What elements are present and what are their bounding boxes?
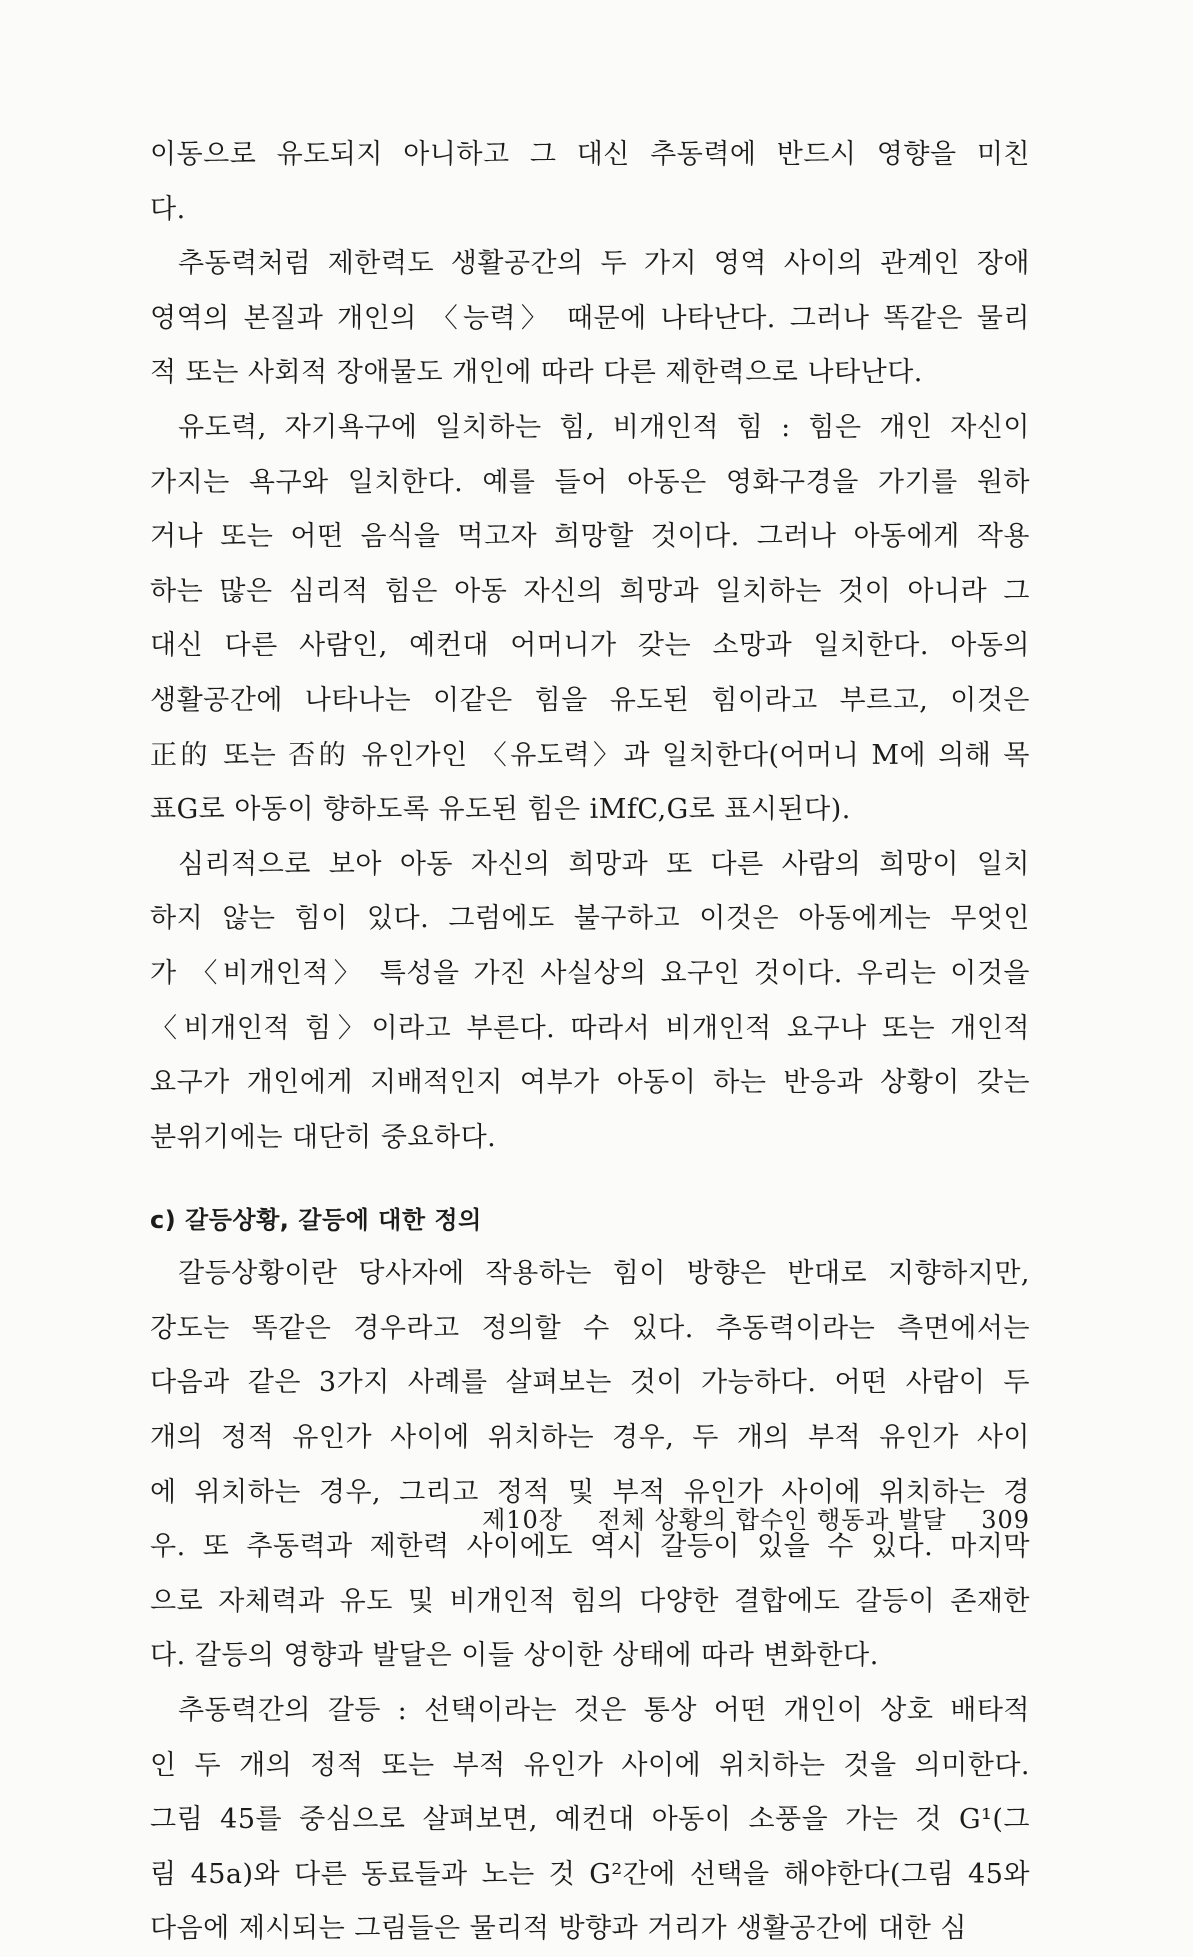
text-line: 가 〈비개인적〉 특성을 가진 사실상의 요구인 것이다. 우리는 이것을: [150, 957, 1030, 989]
text-line: 갈등상황이란 당사자에 작용하는 힘이 방향은 반대로 지향하지만,: [178, 1258, 1030, 1290]
text-line: 추동력간의 갈등 : 선택이라는 것은 통상 어떤 개인이 상호 배타적: [178, 1695, 1030, 1727]
text-line: 강도는 똑같은 경우라고 정의할 수 있다. 추동력이라는 측면에서는: [150, 1312, 1030, 1344]
text-line: 생활공간에 나타나는 이같은 힘을 유도된 힘이라고 부르고, 이것은: [150, 684, 1030, 716]
text-line: 다음에 제시되는 그림들은 물리적 방향과 거리가 생활공간에 대한 심: [150, 1913, 967, 1945]
text-line: 림 45a)와 다른 동료들과 노는 것 G²간에 선택을 해야한다(그림 45와: [150, 1858, 1030, 1890]
text-line: 〈비개인적 힘〉이라고 부른다. 따라서 비개인적 요구나 또는 개인적: [150, 1012, 1030, 1044]
text-line: 개의 정적 유인가 사이에 위치하는 경우, 두 개의 부적 유인가 사이: [150, 1422, 1030, 1454]
paragraph: [150, 1247, 1030, 1684]
text-line: 으로 자체력과 유도 및 비개인적 힘의 다양한 결합에도 갈등이 존재한: [150, 1585, 1030, 1617]
section-heading: c) 갈등상황, 갈등에 대한 정의: [150, 1206, 482, 1235]
text-line: 우. 또 추동력과 제한력 사이에도 역시 갈등이 있을 수 있다. 마지막: [150, 1531, 1030, 1563]
page-body: [150, 128, 1030, 1957]
text-line: 이동으로 유도되지 아니하고 그 대신 추동력에 반드시 영향을 미친: [150, 139, 1030, 170]
text-line: 유도력, 자기욕구에 일치하는 힘, 비개인적 힘 : 힘은 개인 자신이: [178, 411, 1030, 443]
section-gap: [150, 1165, 1030, 1193]
footer-title: 전체 상황의 합수인 행동과 발달: [597, 1506, 947, 1534]
paragraph: [150, 128, 1030, 237]
text-line: 다.: [150, 193, 186, 225]
text-line: 正的 또는 否的 유인가인 〈유도력〉과 일치한다(어머니 M에 의해 목: [150, 739, 1030, 771]
text-line: 거나 또는 어떤 음식을 먹고자 희망할 것이다. 그러나 아동에게 작용: [150, 521, 1030, 553]
text-line: 가지는 욕구와 일치한다. 예를 들어 아동은 영화구경을 가기를 원하: [150, 466, 1030, 498]
text-line: 그림 45를 중심으로 살펴보면, 예컨대 아동이 소풍을 가는 것 G¹(그: [150, 1804, 1030, 1836]
page-number: 309: [981, 1506, 1030, 1534]
text-line: 분위기에는 대단히 중요하다.: [150, 1121, 497, 1153]
paragraph: [150, 1684, 1030, 1957]
paragraph: [150, 401, 1030, 838]
paragraphs-top: [150, 128, 1030, 1165]
text-line: 하지 않는 힘이 있다. 그럼에도 불구하고 이것은 아동에게는 무엇인: [150, 903, 1030, 935]
page-footer: [150, 1500, 1030, 1535]
text-line: 심리적으로 보아 아동 자신의 희망과 또 다른 사람의 희망이 일치: [178, 848, 1030, 880]
text-line: 대신 다른 사람인, 예컨대 어머니가 갖는 소망과 일치한다. 아동의: [150, 630, 1030, 662]
text-line: 에 위치하는 경우, 그리고 정적 및 부적 유인가 사이에 위치하는 경: [150, 1476, 1030, 1508]
paragraphs-bottom: [150, 1247, 1030, 1957]
text-line: 다. 갈등의 영향과 발달은 이들 상이한 상태에 따라 변화한다.: [150, 1640, 879, 1672]
text-line: 하는 많은 심리적 힘은 아동 자신의 희망과 일치하는 것이 아니라 그: [150, 575, 1030, 607]
paragraph: [150, 838, 1030, 1166]
paragraph: [150, 237, 1030, 401]
text-line: 인 두 개의 정적 또는 부적 유인가 사이에 위치하는 것을 의미한다.: [150, 1749, 1030, 1781]
text-line: 영역의 본질과 개인의 〈능력〉 때문에 나타난다. 그러나 똑같은 물리: [150, 302, 1030, 334]
text-line: 표G로 아동이 향하도록 유도된 힘은 iMfC,G로 표시된다).: [150, 794, 851, 826]
text-line: 적 또는 사회적 장애물도 개인에 따라 다른 제한력으로 나타난다.: [150, 357, 923, 389]
text-line: 요구가 개인에게 지배적인지 여부가 아동이 하는 반응과 상황이 갖는: [150, 1067, 1030, 1099]
text-line: 추동력처럼 제한력도 생활공간의 두 가지 영역 사이의 관계인 장애: [178, 248, 1030, 280]
text-line: 다음과 같은 3가지 사례를 살펴보는 것이 가능하다. 어떤 사람이 두: [150, 1367, 1030, 1399]
footer-chapter: 제10장: [482, 1506, 563, 1534]
